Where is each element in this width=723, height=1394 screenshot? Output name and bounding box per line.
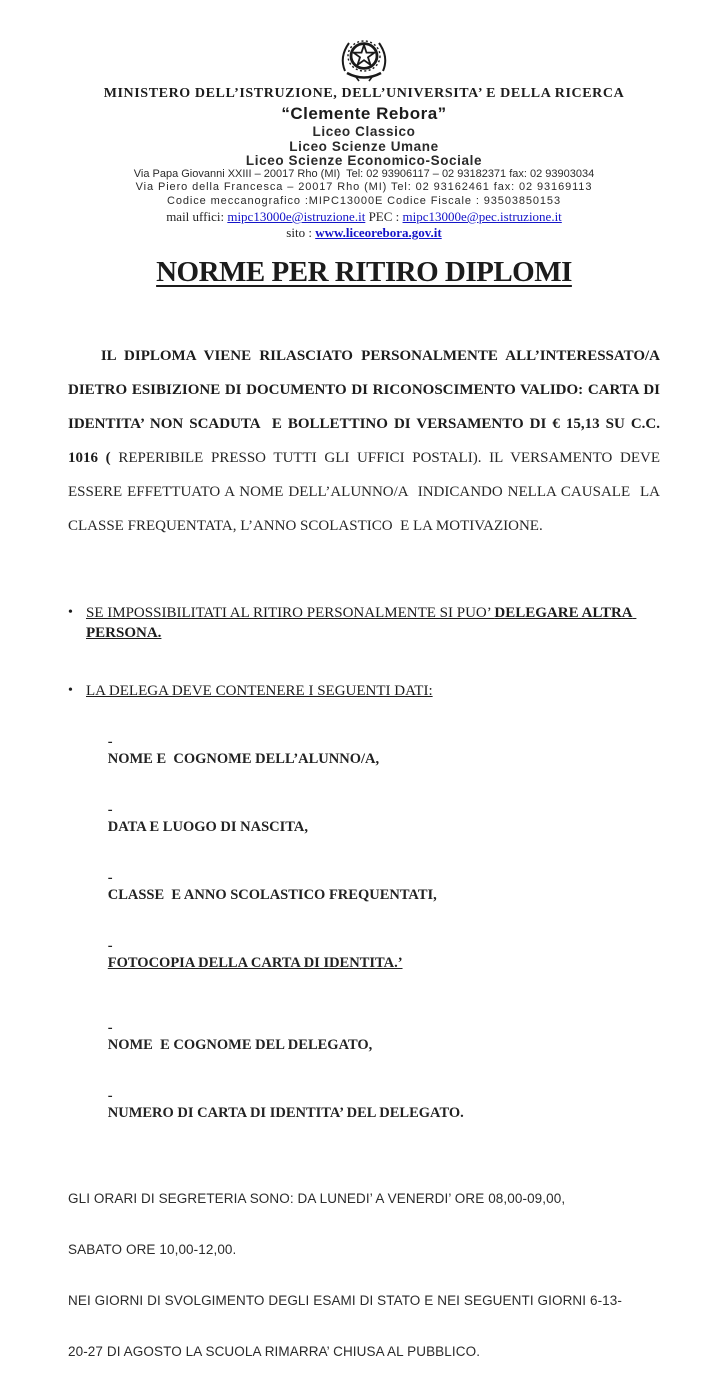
page-title: NORME PER RITIRO DIPLOMI <box>156 256 572 288</box>
class-year-item: CLASSE E ANNO SCOLASTICO FREQUENTATI, <box>107 887 437 903</box>
bullet-delegation-text <box>86 603 660 643</box>
star-icon <box>354 45 375 65</box>
mail-label: mail uffici: <box>166 209 225 224</box>
delega-delegate-data-list <box>68 1003 660 1139</box>
hours-line-2: SABATO ORE 10,00-12,00. <box>68 1242 237 1257</box>
pec-email-link[interactable]: mipc13000e@pec.istruzione.it <box>402 209 562 224</box>
delega-student-data-list <box>68 717 660 989</box>
birth-data-item: DATA E LUOGO DI NASCITA, <box>107 819 308 835</box>
bullet-delega-requirements <box>68 681 660 701</box>
list-item <box>86 853 660 921</box>
bullet-icon: • <box>68 683 73 698</box>
intro-bold-text: IL DIPLOMA VIENE RILASCIATO PERSONALMENTE ALL’INTERESSATO/A DIETRO ESIBIZIONE DI DOCUMENTO DI RICONOSCIMENTO VALIDO: CARTA DI IDENTITA’ NON SCADUTA E BOLLETTINO DI VERSAMENTO DI € 15,13 SU C.C. 1016 ( <box>68 348 664 466</box>
bullet-delegation-allowed <box>68 603 660 643</box>
intro-paragraph <box>68 305 664 577</box>
closure-line-1: NEI GIORNI DI SVOLGIMENTO DEGLI ESAMI DI STATO E NEI SEGUENTI GIORNI 6-13- <box>68 1293 622 1308</box>
bullet-delega-requirements-text: LA DELEGA DEVE CONTENERE I SEGUENTI DATI: <box>86 683 433 699</box>
website-link[interactable]: www.liceorebora.gov.it <box>315 225 442 240</box>
list-item <box>86 1003 660 1071</box>
list-item <box>86 717 660 785</box>
site-line <box>68 225 660 240</box>
id-photocopy-item: FOTOCOPIA DELLA CARTA DI IDENTITA.’ <box>107 955 403 971</box>
bullet-delegation-regular: SE IMPOSSIBILITATI AL RITIRO PERSONALMENTE SI PUO’ <box>86 605 495 621</box>
italian-republic-emblem-icon <box>336 36 392 84</box>
mail-line <box>68 209 660 224</box>
liceo-economico-sociale-line: Liceo Scienze Economico-Sociale <box>245 153 483 168</box>
address-line-2: Via Piero della Francesca – 20017 Rho (MI) Tel: 02 93162461 fax: 02 93169113 <box>135 181 593 193</box>
letterhead <box>68 36 660 240</box>
list-item <box>86 1071 660 1139</box>
hours-line-1: GLI ORARI DI SEGRETERIA SONO: DA LUNEDI’ A VENERDI’ ORE 08,00-09,00, <box>68 1191 566 1206</box>
delegate-name-item: NOME E COGNOME DEL DELEGATO, <box>107 1037 373 1053</box>
delegate-id-item: NUMERO DI CARTA DI IDENTITA’ DEL DELEGATO. <box>107 1105 464 1121</box>
dash-icon: - <box>107 938 113 954</box>
list-item <box>86 921 660 989</box>
office-hours-paragraph <box>68 1156 660 1394</box>
bullet-delegation-bold: DELEGARE ALTRA PERSONA. <box>86 605 637 641</box>
pec-label: PEC : <box>368 209 400 224</box>
liceo-classico-line: Liceo Classico <box>312 124 416 139</box>
dash-icon: - <box>107 870 113 886</box>
student-name-item: NOME E COGNOME DELL’ALUNNO/A, <box>107 751 380 767</box>
office-email-link[interactable]: mipc13000e@istruzione.it <box>227 209 366 224</box>
dash-icon: - <box>107 734 113 750</box>
bullet-icon: • <box>68 605 73 620</box>
list-item <box>86 785 660 853</box>
school-name: “Clemente Rebora” <box>281 104 447 123</box>
liceo-scienze-umane-line: Liceo Scienze Umane <box>289 138 439 154</box>
intro-regular-text: REPERIBILE PRESSO TUTTI GLI UFFICI POSTALI). IL VERSAMENTO DEVE ESSERE EFFETTUATO A NOME DELL’ALUNNO/A INDICANDO NELLA CAUSALE LA CLASSE FREQUENTATA, L’ANNO SCOLASTICO E LA MOTIVAZIONE. <box>68 450 664 534</box>
dash-icon: - <box>107 1020 113 1036</box>
dash-icon: - <box>107 1088 113 1104</box>
dash-icon: - <box>107 802 113 818</box>
site-label: sito : <box>286 225 312 240</box>
address-line-1: Via Papa Giovanni XXIII – 20017 Rho (MI) Tel: 02 93906117 – 02 93182371 fax: 02 93903034 <box>133 167 595 180</box>
closure-line-2: 20-27 DI AGOSTO LA SCUOLA RIMARRA’ CHIUSA AL PUBBLICO. <box>68 1344 481 1359</box>
codes-line: Codice meccanografico :MIPC13000E Codice Fiscale : 93503850153 <box>167 194 561 207</box>
ministry-line: MINISTERO DELL’ISTRUZIONE, DELL’UNIVERSITA’ E DELLA RICERCA <box>103 86 625 101</box>
